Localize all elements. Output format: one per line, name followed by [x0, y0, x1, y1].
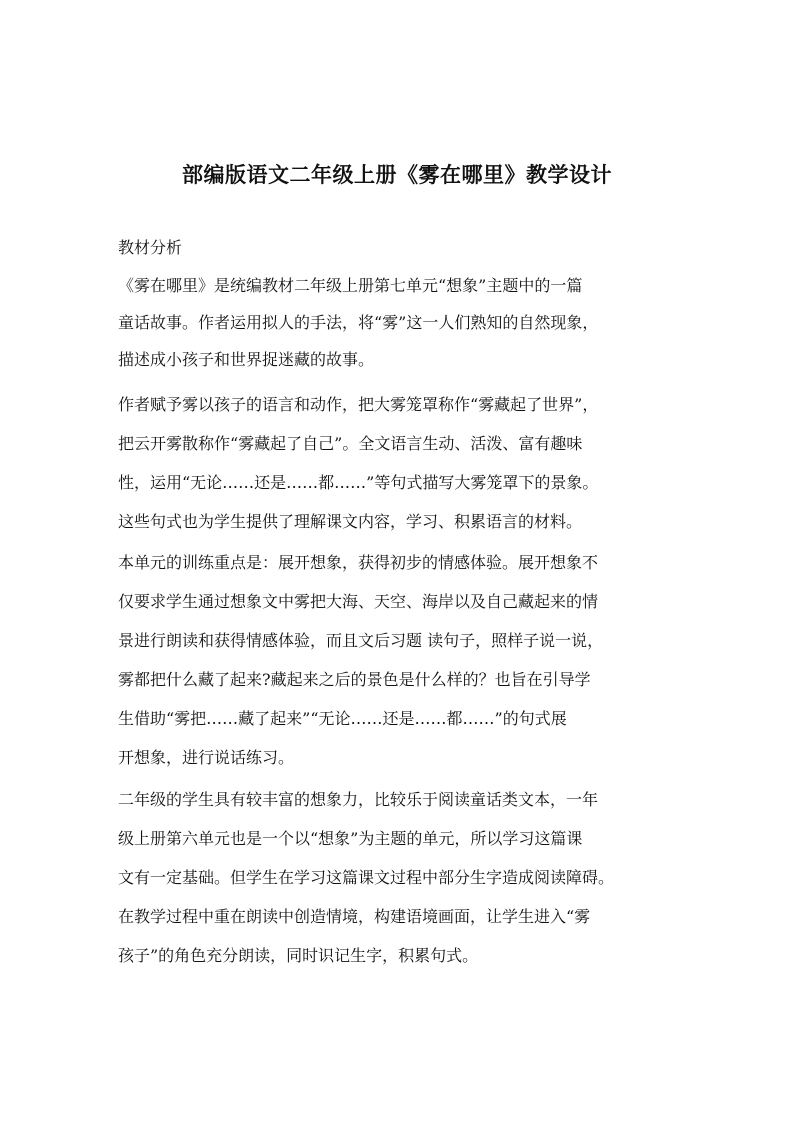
paragraph-line: 文有一定基础。但学生在学习这篇课文过程中部分生字造成阅读障碍。 — [118, 868, 615, 887]
paragraph-line: 性，运用“无论……还是……都……”等句式描写大雾笼罩下的景象。 — [118, 473, 599, 492]
section-heading: 教材分析 — [118, 238, 183, 257]
document-title: 部编版语文二年级上册《雾在哪里》教学设计 — [182, 163, 612, 187]
paragraph-line: 景进行朗读和获得情感体验，而且文后习题 读句子，照样子说一说， — [118, 631, 604, 650]
paragraph-line: 生借助“雾把……藏了起来”“无论……还是……都……”的句式展 — [118, 709, 567, 728]
paragraph-line: 仅要求学生通过想象文中雾把大海、天空、海岸以及自己藏起来的情 — [118, 592, 599, 611]
paragraph-line: 在教学过程中重在朗读中创造情境，构建语境画面，让学生进入“雾 — [118, 907, 591, 926]
paragraph-line: 开想象，进行说话练习。 — [118, 748, 295, 767]
paragraph-line: 二年级的学生具有较丰富的想象力，比较乐于阅读童话类文本，一年 — [118, 790, 599, 809]
paragraph-line: 童话故事。作者运用拟人的手法，将“雾”这一人们熟知的自然现象， — [118, 313, 599, 332]
paragraph-line: 级上册第六单元也是一个以“想象”为主题的单元，所以学习这篇课 — [118, 829, 583, 848]
paragraph-line: 这些句式也为学生提供了理解课文内容，学习、积累语言的材料。 — [118, 512, 583, 531]
paragraph-line: 作者赋予雾以孩子的语言和动作，把大雾笼罩称作“雾藏起了世界”， — [118, 395, 599, 414]
paragraph-line: 本单元的训练重点是：展开想象，获得初步的情感体验。展开想象不 — [118, 553, 599, 572]
paragraph-line: 《雾在哪里》是统编教材二年级上册第七单元“想象”主题中的一篇 — [118, 276, 583, 295]
paragraph-line: 把云开雾散称作“雾藏起了自己”。全文语言生动、活泼、富有趣味 — [118, 434, 583, 453]
paragraph-line: 描述成小孩子和世界捉迷藏的故事。 — [118, 350, 375, 369]
paragraph-line: 雾都把什么藏了起来?藏起来之后的景色是什么样的？也旨在引导学 — [118, 670, 591, 689]
paragraph-line: 孩子”的角色充分朗读，同时识记生字，积累句式。 — [118, 946, 479, 965]
